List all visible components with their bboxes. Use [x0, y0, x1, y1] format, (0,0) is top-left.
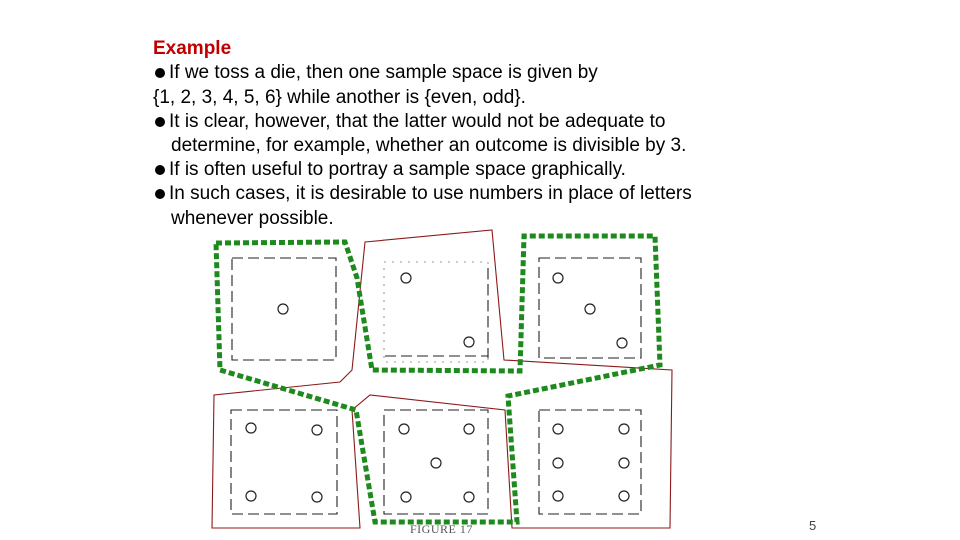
bullet-4-continuation: whenever possible.	[171, 208, 334, 229]
pip	[246, 423, 256, 433]
die-face-3b	[539, 258, 641, 358]
pip	[246, 491, 256, 501]
figure-caption: FIGURE 17	[410, 522, 473, 536]
pip	[399, 424, 409, 434]
die-face-3a	[384, 262, 488, 362]
pip	[553, 491, 563, 501]
pip	[585, 304, 595, 314]
pip	[553, 424, 563, 434]
slide-title: Example	[153, 38, 232, 59]
pip	[401, 492, 411, 502]
die-face-5	[384, 410, 488, 514]
pip	[464, 424, 474, 434]
pip	[553, 273, 563, 283]
die-face-4	[231, 410, 337, 514]
die-face-1	[232, 258, 336, 360]
pip	[312, 425, 322, 435]
pip	[553, 458, 563, 468]
bullet-4: In such cases, it is desirable to use numbers in place of letters	[169, 183, 692, 204]
pip	[464, 337, 474, 347]
pip	[617, 338, 627, 348]
die-face-6	[539, 410, 641, 514]
bullet-1-continuation: {1, 2, 3, 4, 5, 6} while another is {even, odd}.	[153, 87, 526, 108]
page-number: 5	[809, 518, 817, 533]
pip	[464, 492, 474, 502]
pip	[431, 458, 441, 468]
bullet-2-continuation: determine, for example, whether an outcome is divisible by 3.	[171, 135, 687, 156]
pip	[278, 304, 288, 314]
pip	[619, 458, 629, 468]
pip	[619, 491, 629, 501]
bullet-1: If we toss a die, then one sample space is given by	[169, 62, 598, 83]
pip	[312, 492, 322, 502]
odd-region-outline	[212, 230, 672, 528]
pip	[619, 424, 629, 434]
pip	[401, 273, 411, 283]
even-region-outline	[216, 236, 660, 522]
bullet-3: If is often useful to portray a sample space graphically.	[169, 159, 626, 180]
bullet-2: It is clear, however, that the latter would not be adequate to	[169, 111, 666, 132]
